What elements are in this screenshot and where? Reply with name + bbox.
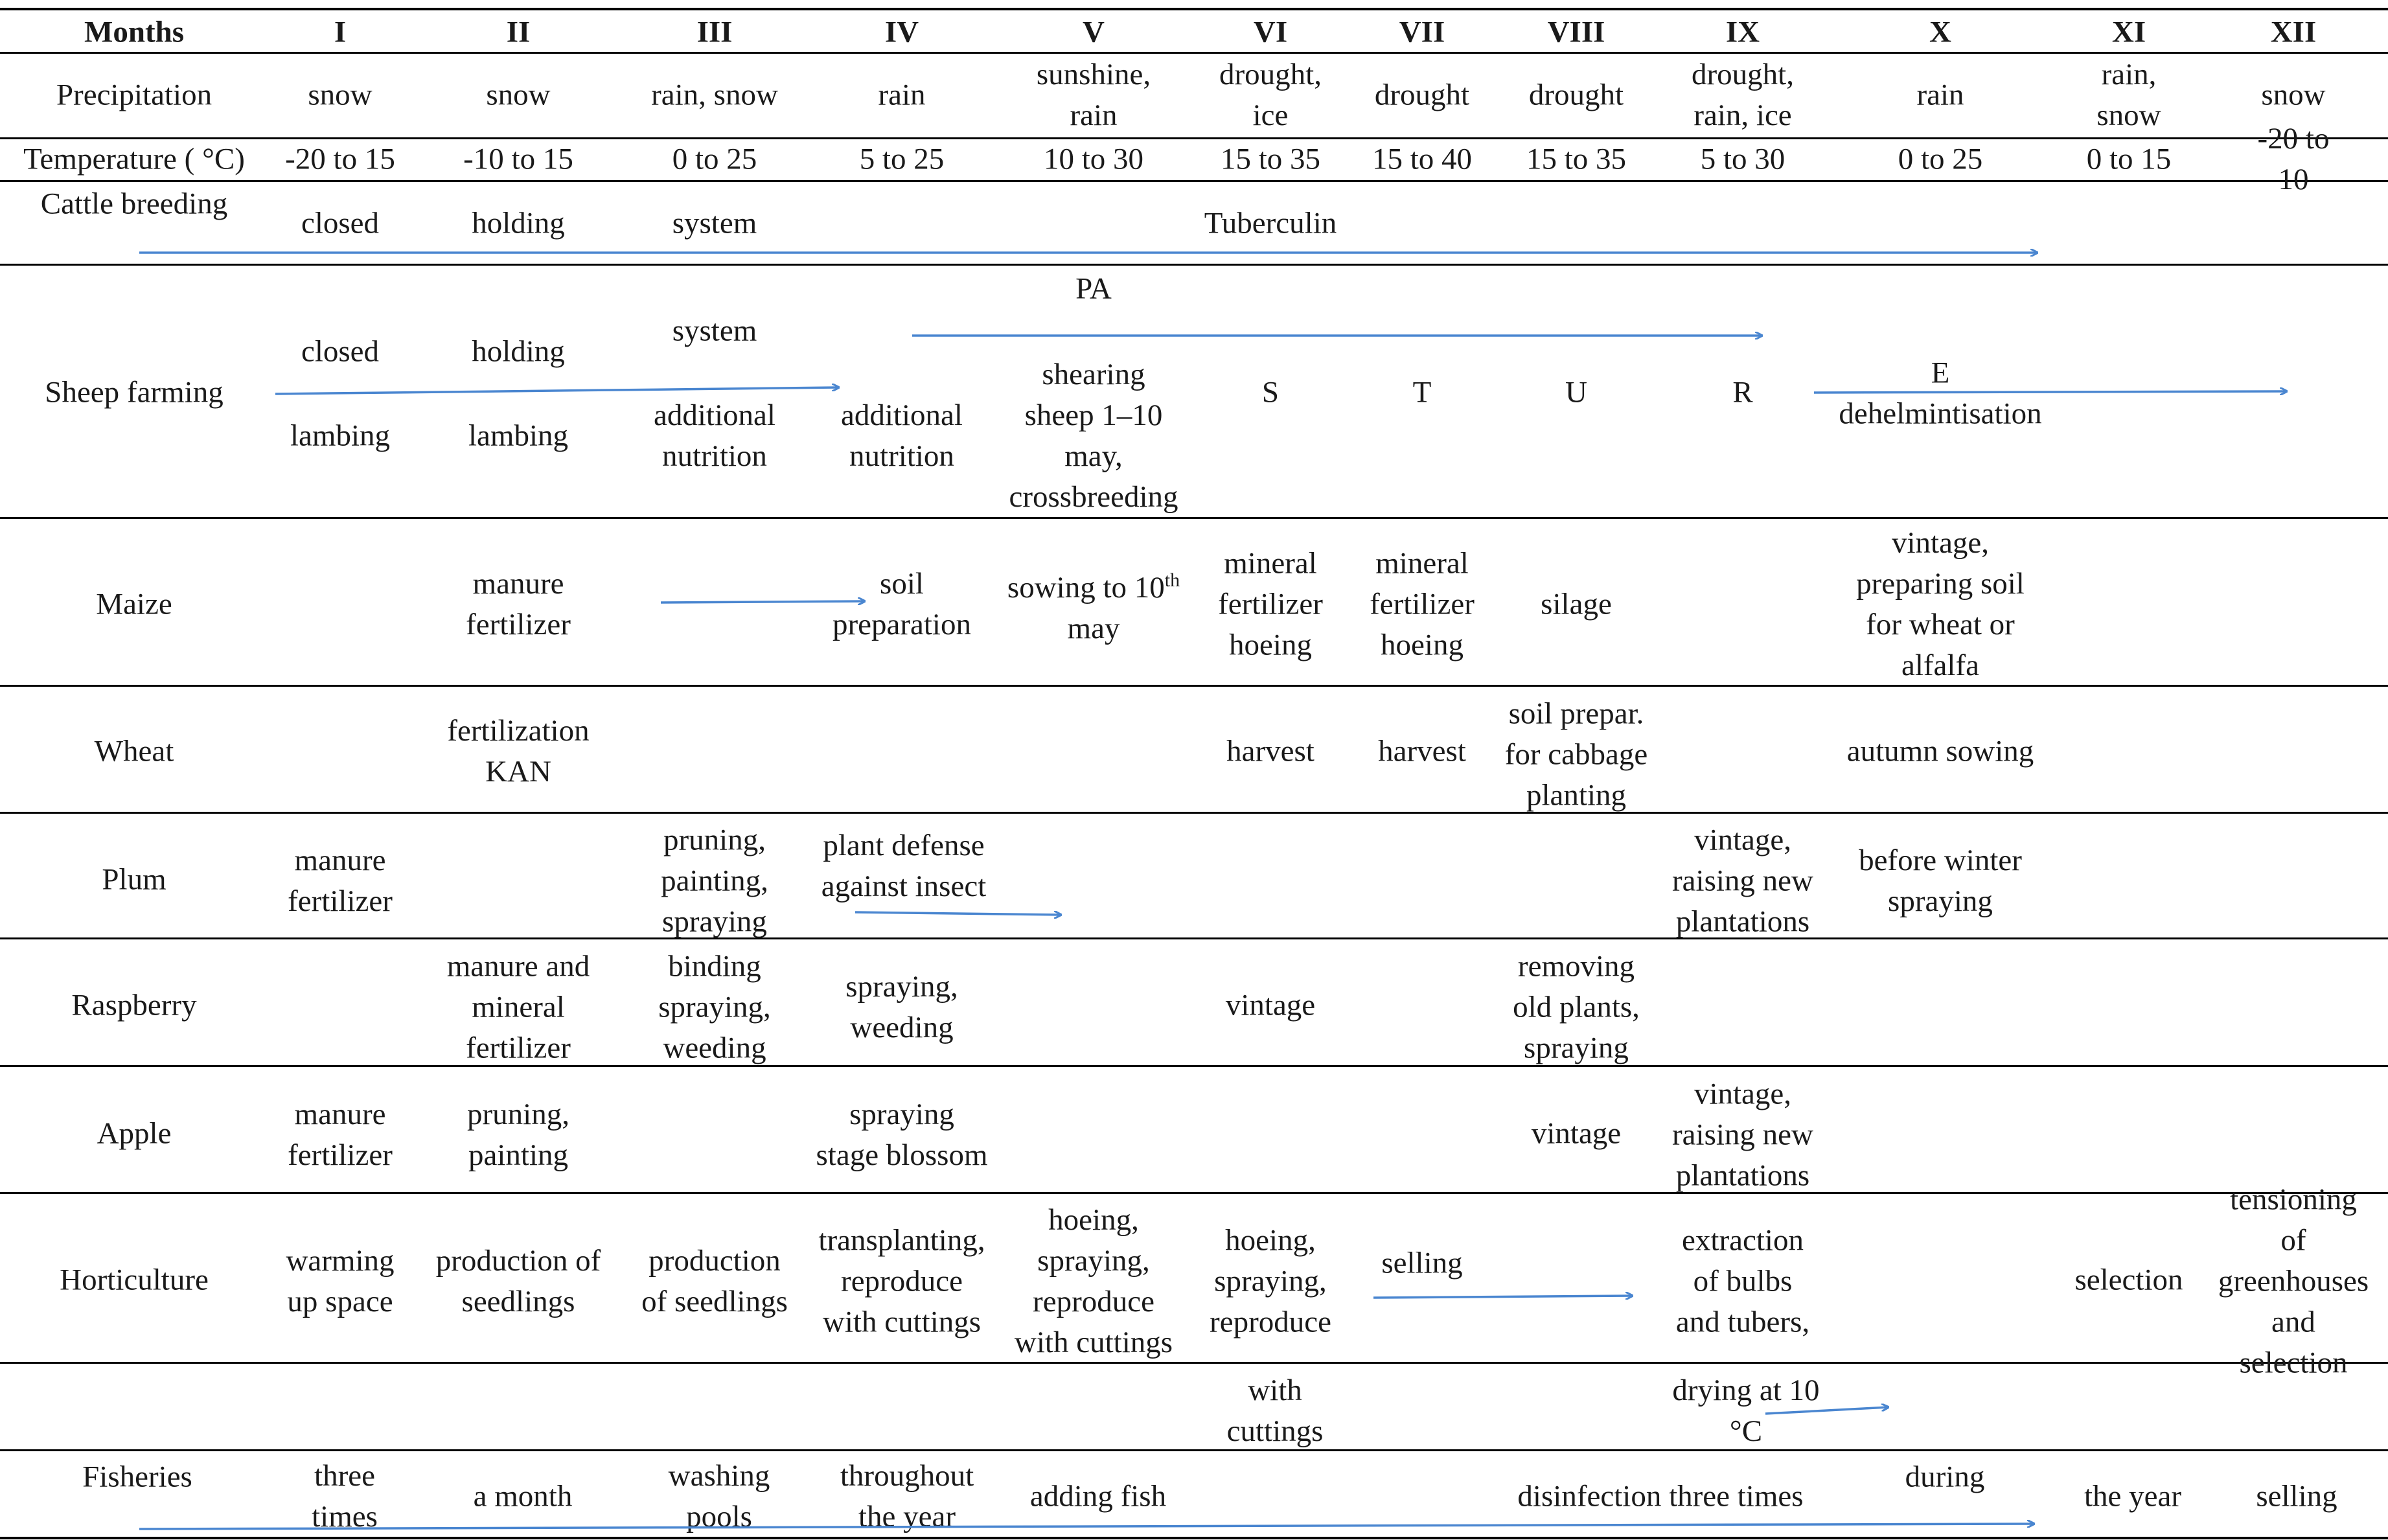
maize-vintage: vintage, preparing soil for wheat or alfalfa [1856,526,2025,682]
apple-spraying: spraying stage blossom [816,1098,988,1172]
maize-manure: manure fertilizer [466,567,571,641]
horticulture-selling: selling [1381,1246,1463,1280]
header-month-5: V [1083,15,1105,49]
row-label-wheat: Wheat [94,734,174,768]
header-month-1: I [334,15,347,49]
precipitation-11: rain, snow [2096,58,2161,132]
horticulture-seedlings-2: production of seedlings [641,1244,788,1318]
horticulture-seedlings-1: production of seedlings [435,1244,601,1318]
maize-arrow [661,601,865,603]
header-month-9: IX [1725,15,1760,49]
horticulture-tensioning: tensioning of greenhouses and selection [2218,1182,2369,1380]
horticulture-selling-arrow [1373,1296,1633,1298]
maize-soil: soil preparation [832,567,972,641]
horticulture-hoeing-1: hoeing, spraying, reproduce with cuttings [1014,1203,1173,1359]
sheep-e: E [1931,356,1950,390]
sheep-s: S [1261,375,1280,409]
precipitation-12: snow [2261,78,2326,112]
sheep-pa: PA [1075,271,1112,306]
temperature-5: 10 to 30 [1043,142,1144,176]
precipitation-9: drought, rain, ice [1692,58,1794,132]
precipitation-2: snow [486,78,551,112]
row-label-fisheries: Fisheries [82,1460,192,1494]
precipitation-1: snow [308,78,373,112]
raspberry-manure: manure and mineral fertilizer [446,949,590,1065]
sheep-additional-nutrition-1: additional nutrition [654,398,775,473]
apple-vintage-1: vintage [1531,1116,1622,1151]
fisheries-disinfection: disinfection three times [1517,1479,1804,1513]
plum-vintage: vintage, raising new plantations [1672,823,1813,939]
plum-manure: manure fertilizer [288,844,393,918]
horticulture-selection: selection [2074,1263,2183,1297]
raspberry-spraying: spraying, weeding [845,970,958,1044]
maize-mineral-1: mineral fertilizer hoeing [1218,546,1323,662]
precipitation-10: rain [1916,78,1964,112]
fisheries-arrow [139,1524,2034,1529]
header-months-label: Months [84,15,185,49]
row-label-sheep: Sheep farming [45,375,224,409]
sheep-system: system [672,314,757,348]
horticulture-with-cuttings: with cuttings [1226,1373,1324,1448]
wheat-soil-prepar: soil prepar. for cabbage planting [1504,696,1648,812]
temperature-11: 0 to 15 [2086,142,2172,176]
raspberry-vintage: vintage [1225,988,1316,1022]
header-month-2: II [506,15,531,49]
apple-vintage-2: vintage, raising new plantations [1672,1077,1813,1193]
precipitation-8: drought [1528,78,1624,112]
row-label-temperature: Temperature ( °C) [23,142,245,176]
temperature-1: -20 to 15 [285,142,395,176]
plum-arrow [855,912,1061,915]
temperature-12: -20 to 10 [2257,122,2330,196]
fisheries-during: during [1905,1460,1985,1494]
sheep-t: T [1412,375,1432,409]
horticulture-transplanting: transplanting, reproduce with cuttings [818,1223,985,1339]
sheep-r: R [1732,375,1753,409]
precipitation-6: drought, ice [1219,58,1322,132]
wheat-fertilization: fertilization KAN [447,714,590,788]
sheep-closed-arrow [275,387,839,394]
apple-manure: manure fertilizer [288,1098,393,1172]
sheep-e-arrow [1814,391,2287,393]
horticulture-extraction: extraction of bulbs and tubers, [1675,1223,1810,1339]
plum-defense: plant defense against insect [821,829,987,903]
cattle-closed: closed [301,206,380,240]
header-month-12: XII [2270,15,2317,49]
precipitation-7: drought [1374,78,1470,112]
precipitation-4: rain [878,78,926,112]
temperature-8: 15 to 35 [1526,142,1627,176]
temperature-6: 15 to 35 [1220,142,1321,176]
temperature-2: -10 to 15 [463,142,573,176]
row-label-apple: Apple [97,1116,172,1151]
row-label-maize: Maize [96,587,172,621]
horticulture-hoeing-2: hoeing, spraying, reproduce [1210,1223,1331,1339]
raspberry-removing: removing old plants, spraying [1513,949,1640,1065]
row-label-horticulture: Horticulture [60,1263,209,1297]
raspberry-binding: binding spraying, weeding [658,949,771,1065]
horticulture-drying: drying at 10 °C [1672,1373,1820,1448]
header-month-3: III [696,15,733,49]
temperature-3: 0 to 25 [672,142,757,176]
sheep-closed: closed [301,334,380,369]
temperature-7: 15 to 40 [1372,142,1473,176]
plum-pruning: pruning, painting, spraying [661,823,768,939]
sheep-dehelmintisation: dehelmintisation [1839,396,2042,431]
maize-sowing-text: sowing to 10 [1007,570,1165,604]
sheep-additional-nutrition-2: additional nutrition [841,398,963,473]
temperature-10: 0 to 25 [1898,142,1983,176]
cattle-system: system [672,206,757,240]
row-label-cattle: Cattle breeding [40,187,228,221]
header-month-4: IV [884,15,919,49]
maize-mineral-2: mineral fertilizer hoeing [1370,546,1475,662]
header-month-6: VI [1253,15,1288,49]
fisheries-adding: adding fish [1029,1479,1167,1513]
cattle-holding: holding [472,206,565,240]
plum-winter: before winter spraying [1859,844,2022,918]
temperature-4: 5 to 25 [859,142,945,176]
precipitation-5: sunshine, rain [1036,58,1151,132]
header-month-10: X [1929,15,1951,49]
maize-sowing-sup: th [1164,569,1180,592]
apple-pruning: pruning, painting [467,1098,569,1172]
fisheries-throughout: throughout the year [840,1459,974,1534]
temperature-9: 5 to 30 [1700,142,1785,176]
maize-silage: silage [1541,587,1612,621]
maize-sowing-may: may [1067,611,1120,645]
precipitation-3: rain, snow [651,78,778,112]
row-label-precipitation: Precipitation [56,78,212,112]
row-label-raspberry: Raspberry [71,988,197,1022]
sheep-shearing: shearing sheep 1–10 may, crossbreeding [1009,358,1178,514]
wheat-harvest-2: harvest [1378,734,1466,768]
sheep-holding: holding [472,334,565,369]
wheat-harvest-1: harvest [1226,734,1315,768]
sheep-u: U [1565,375,1587,409]
sheep-lambing-2: lambing [468,419,569,453]
horticulture-warming: warming up space [286,1244,395,1318]
wheat-autumn: autumn sowing [1846,734,2034,768]
header-month-8: VIII [1547,15,1605,49]
fisheries-the-year: the year [2084,1479,2182,1513]
header-month-11: XI [2111,15,2146,49]
fisheries-washing: washing pools [668,1459,770,1534]
fisheries-selling: selling [2256,1479,2337,1513]
row-label-plum: Plum [102,862,166,897]
fisheries-three: three times [312,1459,378,1534]
fisheries-month: a month [473,1479,573,1513]
header-month-7: VII [1399,15,1445,49]
sheep-lambing-1: lambing [290,419,391,453]
horticulture-drying-arrow [1765,1407,1889,1414]
cattle-tuberculin: Tuberculin [1204,206,1337,240]
